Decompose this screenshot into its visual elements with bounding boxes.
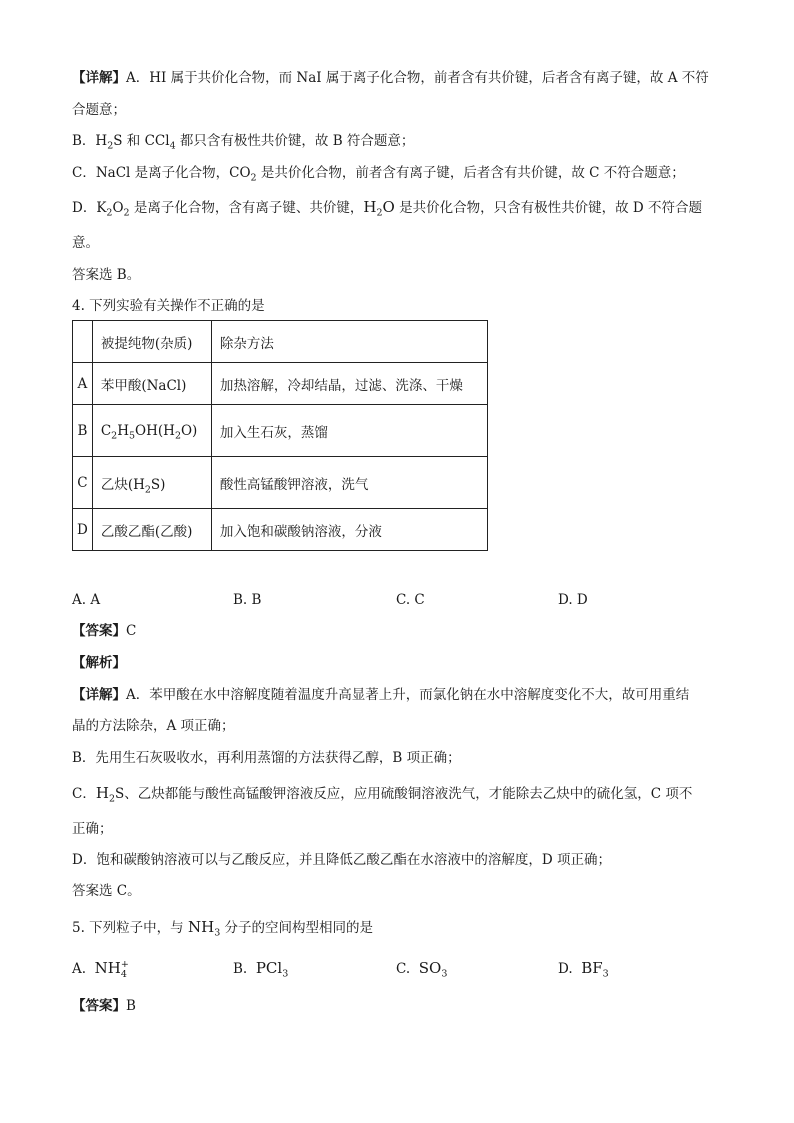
- option-label: C.: [396, 961, 411, 977]
- header-cell-method: 除杂方法: [211, 321, 487, 363]
- q5-answer: [72, 996, 136, 1016]
- q4-option-c: C. C: [396, 592, 425, 608]
- q4-c-h: H: [95, 784, 109, 802]
- table-row-d: [73, 509, 488, 551]
- q3-d-h: H: [363, 198, 377, 216]
- substance-post: S): [150, 476, 166, 493]
- q3-detail-d-line2: 意。: [72, 235, 99, 251]
- q5-option-d: [558, 958, 609, 979]
- table-row-b: [73, 405, 488, 457]
- q4-option-d: D. D: [558, 592, 588, 608]
- answer-value: B: [126, 998, 136, 1014]
- q4-detail-c: [72, 783, 692, 804]
- row-method: 酸性高锰酸钾溶液，洗气: [211, 457, 487, 509]
- q4-option-a: A. A: [72, 592, 101, 608]
- substance-pre: 乙炔(H: [100, 476, 145, 493]
- substance-chem: NaCl: [146, 377, 182, 394]
- q4-c-pre: C．: [72, 786, 96, 802]
- table-header-row: [73, 321, 488, 363]
- q3-b-pre: B．H: [72, 133, 108, 149]
- q4-detail-a-line2: 晶的方法除杂，A 项正确；: [72, 718, 235, 734]
- q3-d-sub3: 2: [376, 207, 383, 219]
- table-row-a: [73, 363, 488, 405]
- option-chem: PCl: [255, 959, 283, 977]
- detail-tag: 【详解】: [72, 687, 126, 703]
- q3-d-mid2: 是离子化合物，含有离子键、共价键，: [129, 200, 364, 216]
- q3-d-post: 是共价化合物，只含有极性共价键，故 D 不符合题: [394, 200, 703, 216]
- substance-sub1: 2: [111, 430, 118, 442]
- q4-detail-a-line1: [72, 685, 689, 705]
- q3-d-sub2: 2: [123, 207, 130, 219]
- substance-sub3: 2: [174, 430, 181, 442]
- row-substance: [92, 363, 211, 405]
- q4-analysis-tag: 【解析】: [72, 655, 126, 671]
- option-chem: SO: [418, 959, 442, 977]
- q5-stem-pre: 5. 下列粒子中，与: [72, 920, 188, 936]
- q3-c-post: 是共价化合物，前者含有离子键，后者含有共价键，故 C 不符合题意；: [256, 165, 685, 181]
- header-cell-substance: 被提纯物(杂质): [92, 321, 211, 363]
- q3-answer: 答案选 B。: [72, 267, 141, 283]
- q3-b-post: 都只含有极性共价键，故 B 符合题意；: [175, 133, 415, 149]
- answer-value: C: [126, 623, 137, 639]
- option-chem: BF: [581, 959, 603, 977]
- option-label: A.: [72, 961, 87, 977]
- q4-c-sub: 2: [108, 793, 115, 805]
- q5-option-c: [396, 958, 447, 979]
- q4-detail-c-line2: 正确；: [72, 821, 113, 837]
- substance-mid: H: [117, 422, 129, 439]
- q3-detail-a-line2: 合题意；: [72, 102, 126, 118]
- q5-stem-chem: NH: [187, 918, 215, 936]
- detail-tag: 【详解】: [72, 70, 126, 86]
- substance-post: ): [181, 377, 187, 394]
- q3-d-mid1: O: [112, 200, 124, 216]
- q5-option-a: [72, 958, 128, 979]
- table-row-c: [73, 457, 488, 509]
- q3-detail-d: [72, 197, 702, 218]
- row-substance: [92, 457, 211, 509]
- q5-stem-post: 分子的空间构型相同的是: [220, 920, 374, 936]
- answer-tag: 【答案】: [72, 623, 126, 639]
- option-charge: + 4: [120, 958, 129, 980]
- substance-pre: 苯甲酸(: [100, 377, 147, 394]
- purification-table: [72, 320, 488, 551]
- row-substance: 乙酸乙酯(乙酸): [92, 509, 211, 551]
- q4-detail-d: D．饱和碳酸钠溶液可以与乙酸反应，并且降低乙酸乙酯在水溶液中的溶解度，D 项正确；: [72, 852, 611, 868]
- q3-detail-a-line1: [72, 68, 709, 88]
- row-label: D: [73, 509, 93, 551]
- substance-sub1: 2: [144, 484, 151, 496]
- q5-stem: [72, 917, 373, 938]
- q3-c-pre: C．NaCl 是离子化合物，CO: [72, 165, 251, 181]
- substance-pre: C: [100, 422, 112, 439]
- q3-b-sub1: 2: [107, 140, 114, 152]
- q3-d-o: O: [382, 198, 395, 216]
- q4-stem: 4. 下列实验有关操作不正确的是: [72, 298, 265, 314]
- option-sub: 3: [282, 968, 289, 980]
- q3-b-sub2: 4: [169, 140, 176, 152]
- q3-detail-b: [72, 131, 414, 151]
- substance-end: O): [180, 422, 198, 439]
- q4-option-b: B. B: [233, 592, 262, 608]
- substance-sub2: 5: [129, 430, 136, 442]
- header-cell-blank: [73, 321, 93, 363]
- q4-answer: [72, 621, 136, 641]
- q5-option-b: [233, 958, 288, 979]
- q3-d-pre: D．K: [72, 200, 107, 216]
- q5-stem-sub: 3: [214, 927, 221, 939]
- option-sub: 3: [441, 968, 448, 980]
- option-chem: NH: [94, 959, 121, 977]
- row-method: 加入饱和碳酸钠溶液，分液: [211, 509, 487, 551]
- row-label: C: [73, 457, 93, 509]
- q3-c-sub: 2: [250, 172, 257, 184]
- q3-detail-c: [72, 163, 685, 183]
- row-substance: [92, 405, 211, 457]
- row-method: 加入生石灰，蒸馏: [211, 405, 487, 457]
- q3-d-sub1: 2: [106, 207, 113, 219]
- option-label: B.: [233, 961, 248, 977]
- option-label: D.: [558, 961, 573, 977]
- q3-b-mid: S 和 CCl: [113, 133, 170, 149]
- q4-detail-b: B．先用生石灰吸收水，再利用蒸馏的方法获得乙醇，B 项正确；: [72, 750, 461, 766]
- row-label: A: [73, 363, 93, 405]
- answer-tag: 【答案】: [72, 998, 126, 1014]
- q4-c-post: S、乙炔都能与酸性高锰酸钾溶液反应，应用硫酸铜溶液洗气，才能除去乙炔中的硫化氢，C 项不: [114, 786, 693, 802]
- q4-a-text: A．苯甲酸在水中溶解度随着温度升高显著上升，而氯化钠在水中溶解度变化不大，故可用重结: [126, 687, 690, 703]
- row-label: B: [73, 405, 93, 457]
- q4-final-answer: 答案选 C。: [72, 883, 141, 899]
- option-sub: 3: [602, 968, 609, 980]
- row-method: 加热溶解，冷却结晶，过滤、洗涤、干燥: [211, 363, 487, 405]
- q3-a-text: A．HI 属于共价化合物，而 NaI 属于离子化合物，前者含有共价键，后者含有离子键，故 A 不符: [126, 70, 709, 86]
- substance-post: OH(H: [135, 422, 175, 439]
